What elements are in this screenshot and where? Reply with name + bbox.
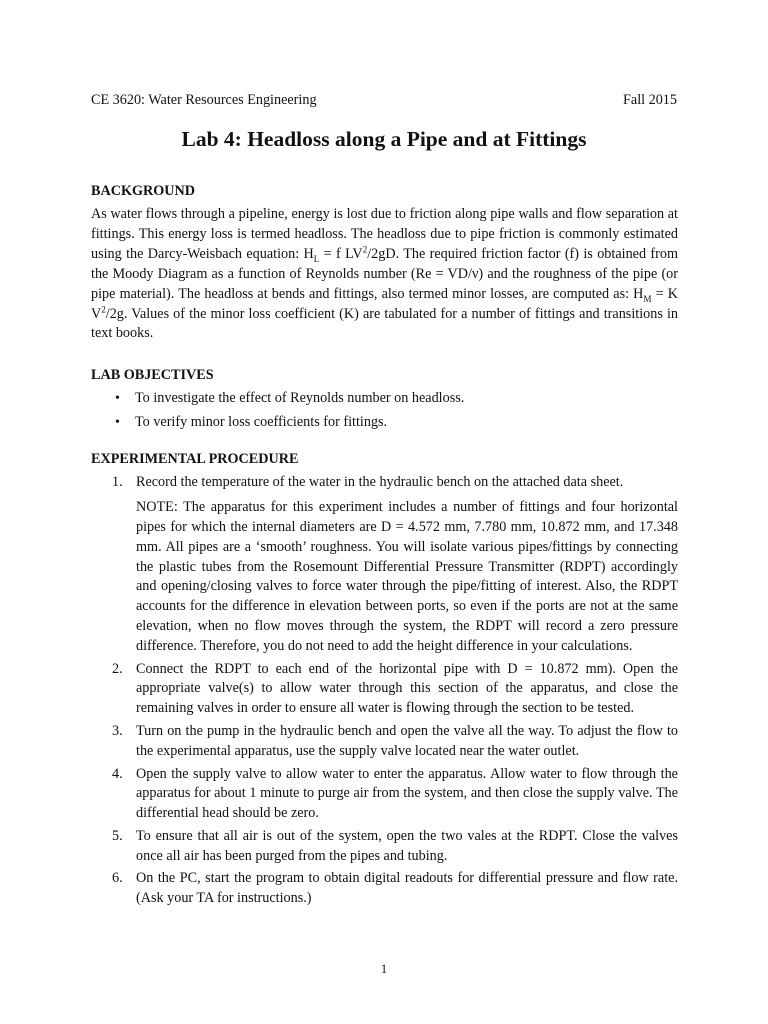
procedure-step [91,722,678,762]
objective-item [91,413,678,432]
step-text: To ensure that all air is out of the system, open the two vales at the RDPT. Close the valves once all air has been purged from the pipes and tubing. [136,827,678,864]
step-number: 2. [112,660,123,677]
background-heading: BACKGROUND [91,183,196,199]
procedure-step [91,660,678,719]
step-text: On the PC, start the program to obtain digital readouts for differential pressure and flow rate. (Ask your TA for instructions.) [136,870,678,907]
step-text: Turn on the pump in the hydraulic bench and open the valve all the way. To adjust the flow to the experimental apparatus, use the supply valve located near the water outlet. [136,722,678,759]
background-text-1: As water flows through a pipeline, energy is lost due to friction along pipe walls and flow separation at fittings. This energy loss is termed headloss. The headloss due to pipe friction is commonly estimated using the Darcy-Weisbach equation: H [91,206,678,262]
step-number: 6. [112,870,123,887]
superscript-2: 2 [101,303,106,314]
procedure-step [91,869,678,909]
objective-text: To verify minor loss coefficients for fittings. [135,414,388,431]
objectives-list [91,389,678,432]
procedure-steps [91,473,678,909]
background-text-5: /2g. Values of the minor loss coefficient (K) are tabulated for a number of fittings and transitions in text books. [91,305,678,342]
background-text-3: /2gD. The required friction factor (f) is obtained from the Moody Diagram as a function of Reynolds number (Re = VD/ν) and the roughness of the pipe (or pipe material). The headloss at bends and fittings, also termed minor losses, are computed as: H [91,245,678,302]
bullet-icon: • [115,415,120,431]
background-paragraph [91,205,678,344]
step-number: 1. [112,474,123,491]
background-text-2: = f LV [319,245,363,262]
lab-content [91,181,678,912]
bullet-icon: • [115,391,120,407]
superscript-2: 2 [362,244,368,255]
background-text-4: = K V [91,285,678,322]
procedure-step [91,473,678,656]
lab-title: Lab 4: Headloss along a Pipe and at Fittings [181,127,587,151]
objective-item [91,389,678,408]
page-number: 1 [380,962,388,976]
procedure-step [91,765,678,824]
term-header: Fall 2015 [623,92,677,108]
procedure-step [91,827,678,867]
step-text: Connect the RDPT to each end of the horizontal pipe with D = 10.872 mm). Open the appropriate valve(s) to allow water through this section of the apparatus, and close the remaining valves in order to ensure all water is flowing through the section to be tested. [136,660,678,717]
course-header: CE 3620: Water Resources Engineering [91,92,317,108]
procedure-heading: EXPERIMENTAL PROCEDURE [91,451,299,468]
step-text: Open the supply valve to allow water to enter the apparatus. Allow water to flow through the apparatus for about 1 minute to purge air from the system, and then close the supply valve. The differential head should be zero. [136,765,678,822]
step-note: NOTE: The apparatus for this experiment includes a number of fittings and four horizontal pipes for which the internal diameters are D = 4.572 mm, 7.780 mm, 10.872 mm, and 17.348 mm. All pipes are a ‘smooth’ roughness. You will isolate various pipes/fittings by connecting the plastic tubes from the Rosemount Differential Pressure Transmitter (RDPT) accordingly and opening/closing valves to force water through the pipe/fitting of interest. Also, the RDPT accounts for the difference in elevation between ports, so even if the ports are not at the same elevation, when no flow moves through the system, the RDPT will record a zero pressure difference. Therefore, you do not need to add the height difference in your calculations. [136,499,678,654]
step-number: 4. [112,765,123,782]
objective-text: To investigate the effect of Reynolds number on headloss. [135,390,465,407]
subscript-l: L [313,253,320,264]
step-number: 5. [112,827,123,844]
step-number: 3. [112,722,123,739]
step-text: Record the temperature of the water in the hydraulic bench on the attached data sheet. [136,474,624,491]
objectives-heading: LAB OBJECTIVES [91,367,214,384]
subscript-m: M [643,293,652,304]
